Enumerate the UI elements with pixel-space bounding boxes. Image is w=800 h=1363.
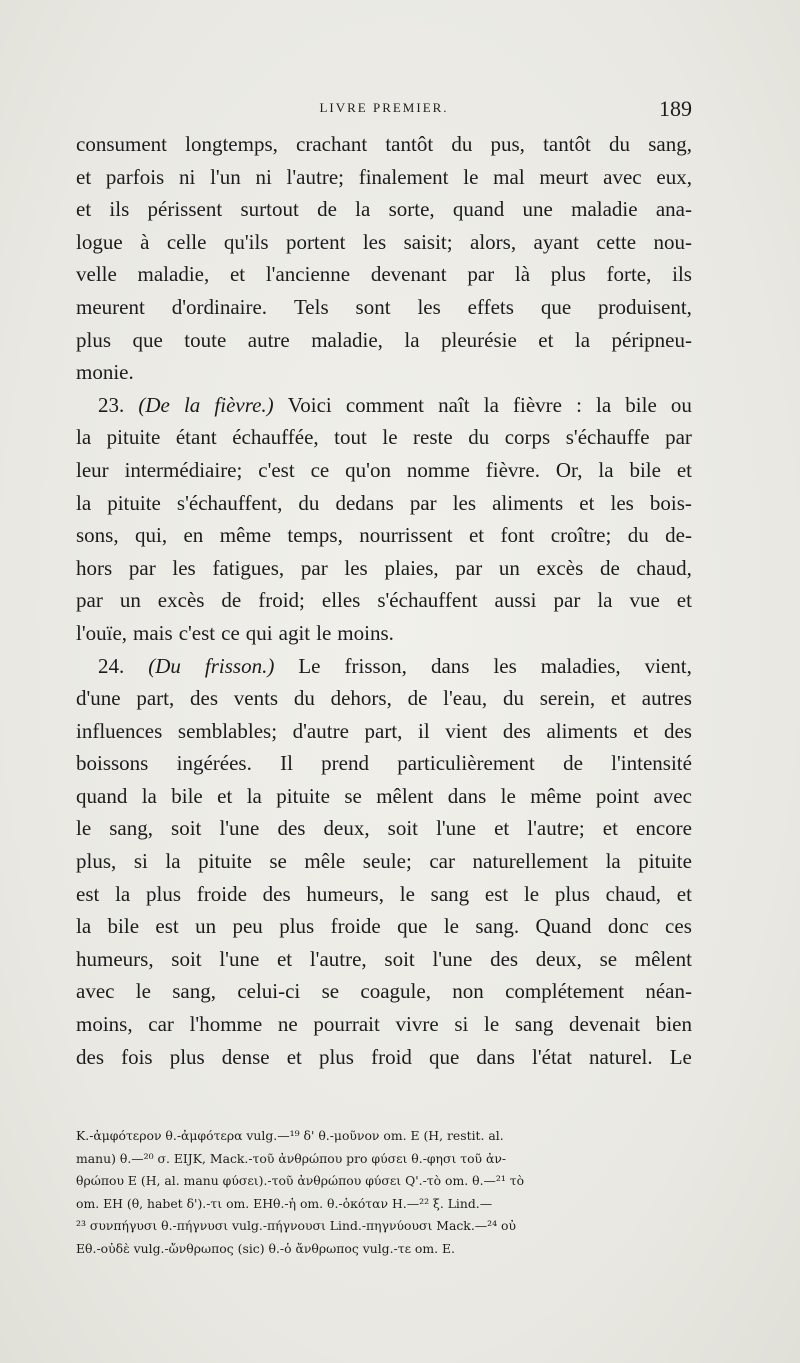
text-line: logue à celle qu'ils portent les saisit; alors, ayant cette nou- xyxy=(76,229,692,254)
text-line: quand la bile et la pituite se mêlent dans le même point avec xyxy=(76,783,692,808)
footnote-line: θρώπου E (H, al. manu φύσει).-τοῦ ἀνθρώπου φύσει Q'.-τὸ om. θ.—²¹ τὸ xyxy=(76,1173,525,1189)
text-line: la pituite s'échauffent, du dedans par les aliments et les bois- xyxy=(76,490,692,515)
footnote-line: Eθ.-οὐδὲ vulg.-ὤνθρωπος (sic) θ.-ὁ ἄνθρωπος vulg.-τε om. E. xyxy=(76,1240,455,1256)
text-line: 23. (De la fièvre.) Voici comment naît la fièvre : la bile ou xyxy=(98,392,692,417)
running-title: LIVRE PREMIER. xyxy=(319,100,449,115)
text-line: l'ouïe, mais c'est ce qui agit le moins. xyxy=(76,620,394,645)
text-line: consument longtemps, crachant tantôt du pus, tantôt du sang, xyxy=(76,132,692,156)
footnote-line: manu) θ.—²⁰ σ. EIJK, Mack.-τοῦ ἀνθρώπου pro φύσει θ.-φησι τοῦ ἀν- xyxy=(76,1150,507,1166)
text-line: avec le sang, celui-ci se coagule, non complétement néan- xyxy=(76,979,692,1004)
text-line: par un excès de froid; elles s'échauffent aussi par la vue et xyxy=(76,588,692,613)
text-line: plus que toute autre maladie, la pleurésie et la péripneu- xyxy=(76,327,692,352)
page-number: 189 xyxy=(659,96,692,121)
text-line: hors par les fatigues, par les plaies, par un excès de chaud, xyxy=(76,555,692,580)
text-line: d'une part, des vents du dehors, de l'eau, du serein, et autres xyxy=(76,686,692,711)
text-line: monie. xyxy=(76,360,134,385)
text-line: et ils périssent surtout de la sorte, quand une maladie ana- xyxy=(76,197,692,222)
footnote-line: om. EH (θ, habet δ').-τι om. EHθ.-ἡ om. θ.-ὁκόταν H.—²² ξ. Lind.— xyxy=(76,1195,493,1211)
footnotes xyxy=(76,1125,692,1261)
text-line: humeurs, soit l'une et l'autre, soit l'une des deux, se mêlent xyxy=(76,946,692,971)
text-line: 24. (Du frisson.) Le frisson, dans les maladies, vient, xyxy=(98,653,692,678)
text-line: boissons ingérées. Il prend particulièrement de l'intensité xyxy=(76,751,692,776)
text-line: meurent d'ordinaire. Tels sont les effets que produisent, xyxy=(76,294,692,319)
text-line: plus, si la pituite se mêle seule; car naturellement la pituite xyxy=(76,849,692,874)
text-line: la pituite étant échauffée, tout le reste du corps s'échauffe par xyxy=(76,425,692,450)
text-line: le sang, soit l'une des deux, soit l'une et l'autre; et encore xyxy=(76,816,692,841)
footnote-line: K.-ἀμφότερον θ.-ἀμφότερα vulg.—¹⁹ δ' θ.-μοῦνον om. E (H, restit. al. xyxy=(76,1128,504,1143)
text-line: influences semblables; d'autre part, il vient des aliments et des xyxy=(76,718,692,743)
running-head xyxy=(76,96,692,126)
text-line: et parfois ni l'un ni l'autre; finalement le mal meurt avec eux, xyxy=(76,164,692,189)
text-line: leur intermédiaire; c'est ce qu'on nomme fièvre. Or, la bile et xyxy=(76,457,692,482)
text-line: des fois plus dense et plus froid que dans l'état naturel. Le xyxy=(76,1044,692,1069)
text-line: moins, car l'homme ne pourrait vivre si le sang devenait bien xyxy=(76,1012,692,1037)
text-line: la bile est un peu plus froide que le sang. Quand donc ces xyxy=(76,914,692,939)
text-line: sons, qui, en même temps, nourrissent et font croître; du de- xyxy=(76,523,692,548)
text-line: velle maladie, et l'ancienne devenant par là plus forte, ils xyxy=(76,262,692,287)
text-line: est la plus froide des humeurs, le sang est le plus chaud, et xyxy=(76,881,692,906)
footnote-line: ²³ συνπήγυσι θ.-πήγνυσι vulg.-πήγνουσι Lind.-πηγνύουσι Mack.—²⁴ οὐ xyxy=(76,1218,517,1234)
body-text xyxy=(76,128,692,1073)
